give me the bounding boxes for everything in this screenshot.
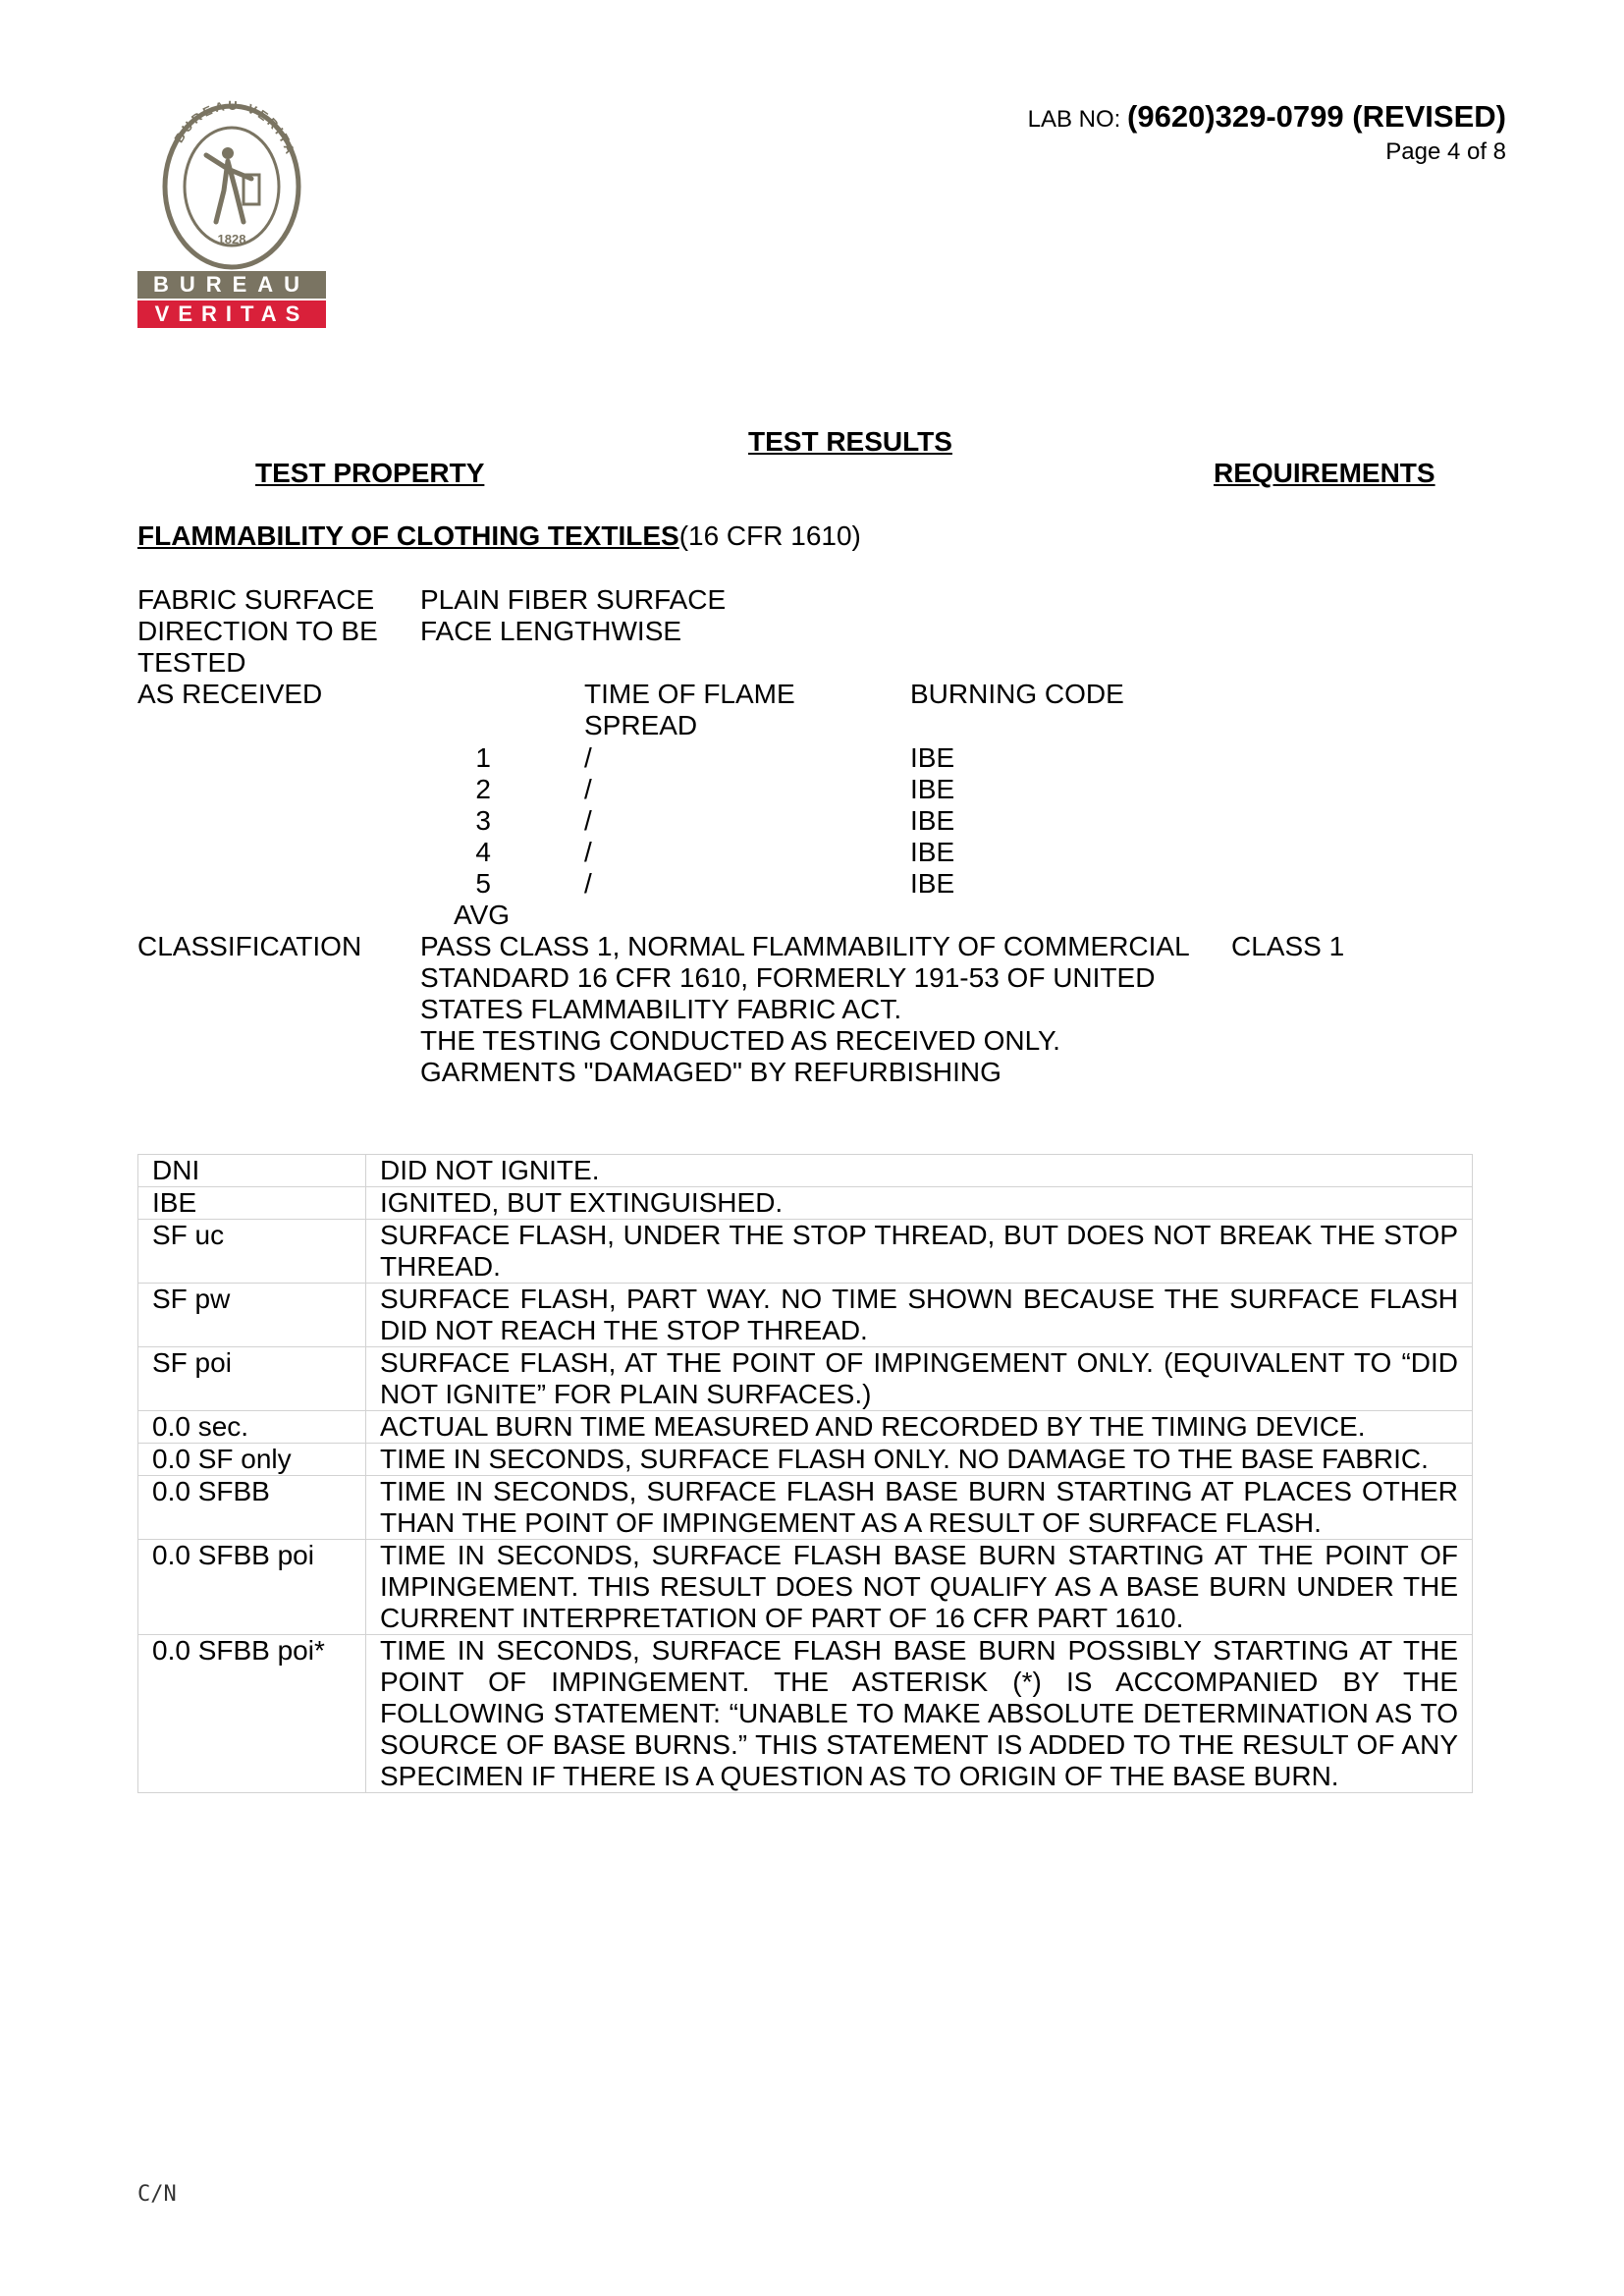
- legend-description: IGNITED, BUT EXTINGUISHED.: [366, 1187, 1473, 1220]
- specimen-row: [461, 868, 982, 900]
- logo-seal-icon: [137, 96, 326, 332]
- legend-description: TIME IN SECONDS, SURFACE FLASH BASE BURN STARTING AT THE POINT OF IMPINGEMENT. THIS RESULT DOES NOT QUALIFY AS A BASE BURN UNDER THE CURRENT INTERPRETATION OF PART OF 16 CFR PART 1610.: [366, 1540, 1473, 1635]
- table-row: [138, 1155, 1473, 1187]
- table-row: [138, 1444, 1473, 1476]
- bureau-veritas-logo: [137, 96, 326, 332]
- specimen-number: 5: [475, 868, 491, 899]
- table-row: [138, 1284, 1473, 1347]
- time-column-header-line2: SPREAD: [584, 710, 698, 740]
- legend-code: 0.0 SF only: [138, 1444, 366, 1476]
- time-column-header: TIME OF FLAME: [584, 679, 795, 709]
- legend-code: DNI: [138, 1155, 366, 1187]
- classification-line: GARMENTS "DAMAGED" BY REFURBISHING: [420, 1057, 1001, 1087]
- classification-line: PASS CLASS 1, NORMAL FLAMMABILITY OF COMMERCIAL: [420, 931, 1190, 961]
- classification-line: STANDARD 16 CFR 1610, FORMERLY 191-53 OF UNITED: [420, 962, 1156, 993]
- test-property-heading: TEST PROPERTY: [255, 458, 485, 488]
- fabric-surface-label: FABRIC SURFACE: [137, 584, 375, 615]
- classification-label: CLASSIFICATION: [137, 931, 362, 961]
- table-row: [138, 1476, 1473, 1540]
- table-row: [138, 1635, 1473, 1793]
- specimen-time: /: [584, 774, 592, 804]
- table-row: [138, 1187, 1473, 1220]
- lab-no-value: (9620)329-0799 (REVISED): [1127, 99, 1506, 134]
- svg-text:BUREAU VERITAS: [137, 96, 298, 158]
- specimen-results: [461, 742, 982, 900]
- footer-cn: C/N: [137, 2182, 177, 2207]
- specimen-row: [461, 837, 982, 868]
- logo-ring-text: BUREAU VERITA: [171, 97, 299, 159]
- average-label: AVG: [454, 900, 511, 930]
- direction-label-line1: DIRECTION TO BE: [137, 616, 378, 646]
- report-header: [1028, 98, 1506, 166]
- burning-code-column-header: BURNING CODE: [910, 679, 1124, 709]
- legend-description: TIME IN SECONDS, SURFACE FLASH ONLY. NO DAMAGE TO THE BASE FABRIC.: [366, 1444, 1473, 1476]
- table-row: [138, 1347, 1473, 1411]
- specimen-row: [461, 774, 982, 805]
- logo-word-veritas: VERITAS: [154, 301, 309, 326]
- specimen-time: /: [584, 742, 592, 773]
- requirement-value: CLASS 1: [1231, 931, 1345, 961]
- test-results-heading: TEST RESULTS: [748, 426, 952, 457]
- specimen-number: 2: [475, 774, 491, 804]
- specimen-number: 4: [475, 837, 491, 867]
- lab-number: [1028, 98, 1506, 138]
- test-standard: (16 CFR 1610): [678, 520, 861, 551]
- specimen-number: 3: [475, 805, 491, 836]
- lab-no-label: LAB NO:: [1027, 106, 1121, 133]
- logo-word-bureau: BUREAU: [152, 272, 311, 297]
- legend-code: IBE: [138, 1187, 366, 1220]
- specimen-code: IBE: [910, 837, 955, 867]
- test-name: FLAMMABILITY OF CLOTHING TEXTILES: [137, 520, 679, 551]
- fabric-surface-value: PLAIN FIBER SURFACE: [420, 584, 727, 615]
- table-row: [138, 1540, 1473, 1635]
- legend-description: TIME IN SECONDS, SURFACE FLASH BASE BURN STARTING AT PLACES OTHER THAN THE POINT OF IMPINGEMENT AS A RESULT OF SURFACE FLASH.: [366, 1476, 1473, 1540]
- legend-code: SF uc: [138, 1220, 366, 1284]
- specimen-time: /: [584, 868, 592, 899]
- direction-value: FACE LENGTHWISE: [420, 616, 682, 646]
- specimen-row: [461, 742, 982, 774]
- legend-code: SF pw: [138, 1284, 366, 1347]
- specimen-code: IBE: [910, 805, 955, 836]
- legend-code: SF poi: [138, 1347, 366, 1411]
- logo-year: 1828: [217, 232, 246, 246]
- legend-description: ACTUAL BURN TIME MEASURED AND RECORDED BY THE TIMING DEVICE.: [366, 1411, 1473, 1444]
- as-received-label: AS RECEIVED: [137, 679, 323, 709]
- legend-code: 0.0 SFBB poi*: [138, 1635, 366, 1793]
- requirements-heading: REQUIREMENTS: [1214, 458, 1435, 488]
- legend-code: 0.0 SFBB poi: [138, 1540, 366, 1635]
- table-row: [138, 1220, 1473, 1284]
- legend-description: SURFACE FLASH, UNDER THE STOP THREAD, BUT DOES NOT BREAK THE STOP THREAD.: [366, 1220, 1473, 1284]
- legend-description: DID NOT IGNITE.: [366, 1155, 1473, 1187]
- table-row: [138, 1411, 1473, 1444]
- specimen-number: 1: [475, 742, 491, 773]
- classification-line: THE TESTING CONDUCTED AS RECEIVED ONLY.: [420, 1025, 1060, 1056]
- legend-description: SURFACE FLASH, PART WAY. NO TIME SHOWN BECAUSE THE SURFACE FLASH DID NOT REACH THE STOP THREAD.: [366, 1284, 1473, 1347]
- legend-description: TIME IN SECONDS, SURFACE FLASH BASE BURN POSSIBLY STARTING AT THE POINT OF IMPINGEMENT. THE ASTERISK (*) IS ACCOMPANIED BY THE FOLLOWING STATEMENT: “UNABLE TO MAKE ABSOLUTE DETERMINATION AS TO SOURCE OF BASE BURNS.” THIS STATEMENT IS ADDED TO THE RESULT OF ANY SPECIMEN IF THERE IS A QUESTION AS TO ORIGIN OF THE BASE BURN.: [366, 1635, 1473, 1793]
- legend-description: SURFACE FLASH, AT THE POINT OF IMPINGEMENT ONLY. (EQUIVALENT TO “DID NOT IGNITE” FOR PLAIN SURFACES.): [366, 1347, 1473, 1411]
- direction-label-line2: TESTED: [137, 647, 246, 678]
- burning-code-legend-table: [137, 1154, 1473, 1793]
- specimen-code: IBE: [910, 742, 955, 773]
- specimen-time: /: [584, 837, 592, 867]
- specimen-row: [461, 805, 982, 837]
- legend-code: 0.0 sec.: [138, 1411, 366, 1444]
- test-title: [137, 520, 861, 552]
- classification-text: [420, 931, 1190, 1088]
- legend-code: 0.0 SFBB: [138, 1476, 366, 1540]
- specimen-code: IBE: [910, 868, 955, 899]
- specimen-time: /: [584, 805, 592, 836]
- classification-line: STATES FLAMMABILITY FABRIC ACT.: [420, 994, 902, 1024]
- specimen-code: IBE: [910, 774, 955, 804]
- page-number: Page 4 of 8: [1385, 138, 1506, 165]
